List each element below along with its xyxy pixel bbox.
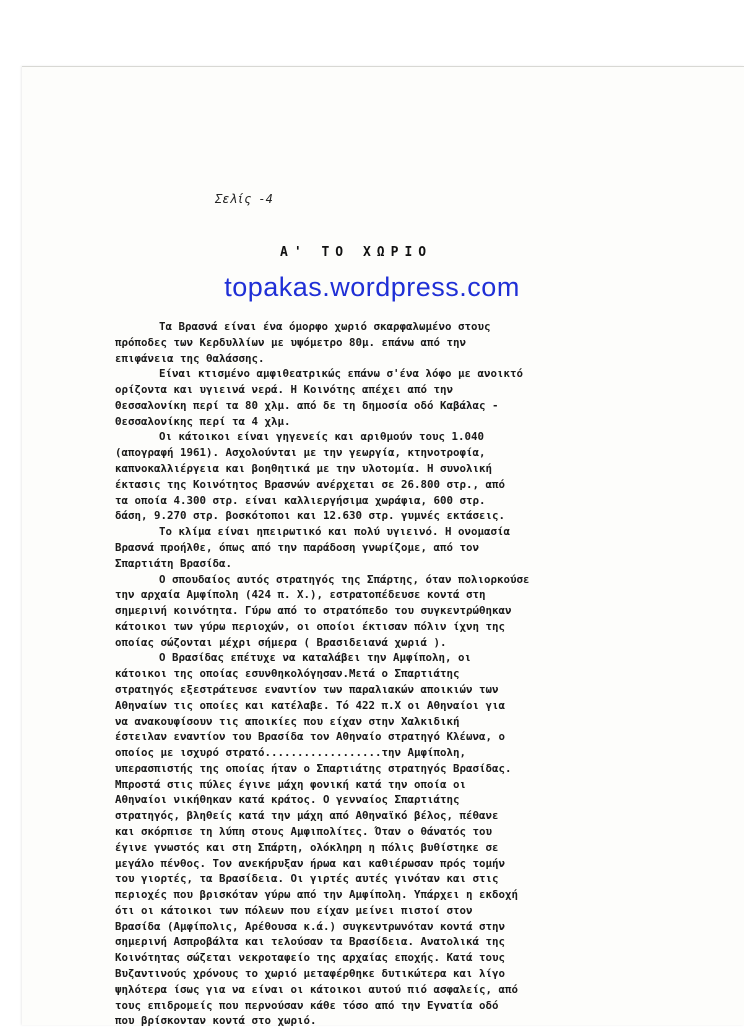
text-line: κάτοικοι της οποίας εσυνθηκολόγησαν.Μετά ο Σπαρτιάτης (115, 667, 460, 681)
text-line: καπνοκαλλιέργεια και βοηθητικά με την υλοτομία. Η συνολική (115, 462, 493, 476)
text-line: σημερινή Ασπροβάλτα και τελούσαν τα Βρασίδεια. Ανατολικά της (115, 935, 506, 949)
text-line: στρατηγός εξεστράτευσε εναντίον των παραλιακών αποικιών των (115, 682, 499, 696)
text-line: τα οποία 4.300 στρ. είναι καλλιεργήσιμα χωράφια, 600 στρ. (115, 493, 486, 507)
text-line: μεγάλο πένθος. Τον ανεκήρυξαν ήρωα και καθιέρωσαν πρός τομήν (115, 856, 506, 870)
text-line: Βυζαντινούς χρόνους το χωριό μεταφέρθηκε δυτικώτερα και λίγο (115, 967, 506, 981)
watermark-link-text: topakas.wordpress.com (224, 272, 520, 302)
text-line: Το κλίμα είναι ηπειρωτικό και πολύ υγιεινό. Η ονομασία (159, 525, 511, 539)
text-line: που βρίσκονταν κοντά στο χωριό. (115, 1014, 317, 1028)
text-line: κάτοικοι των γύρω περιοχών, οι οποίοι έκτισαν πόλιν ίχνη της (115, 619, 506, 633)
document-body (115, 319, 660, 1029)
text-line: ψηλότερα ίσως για να είναι οι κάτοικοι αυτού πιό ασφαλείς, από (115, 982, 519, 996)
text-line: υπερασπιστής της οποίας ήταν ο Σπαρτιάτης στρατηγός Βρασίδας. (115, 761, 512, 775)
page-number-label: Σελίς -4 (215, 192, 273, 206)
text-line: Αθηναίων τις οποίες και κατέλαβε. Τό 422 π.Χ οι Αθηναίοι για (115, 698, 506, 712)
text-line: έστειλαν εναντίον του Βρασίδα τον Αθηναίο στρατηγό Κλέωνα, ο (115, 730, 506, 744)
text-line: δάση, 9.270 στρ. βοσκότοποι και 12.630 στρ. γυμνές εκτάσεις. (115, 509, 506, 523)
text-line: ότι οι κάτοικοι των πόλεων που είχαν μείνει πιστοί στον (115, 903, 473, 917)
text-line: να ανακουφίσουν τις αποικίες που είχαν στην Χαλκιδική (115, 714, 460, 728)
text-line: Κοινότητας σώζεται νεκροταφείο της αρχαίας εποχής. Κατά τους (115, 951, 506, 965)
text-line: Οι κάτοικοι είναι γηγενείς και αριθμούν τους 1.040 (159, 430, 485, 444)
text-line: Είναι κτισμένο αμφιθεατρικώς επάνω σ'ένα λόφο με ανοικτό (159, 367, 524, 381)
text-line: Βρασνά προήλθε, όπως από την παράδοση γνωρίζομε, από τον (115, 540, 480, 554)
text-line: (απογραφή 1961). Ασχολούνται με την γεωργία, κτηνοτροφία, (115, 446, 486, 460)
text-line: Μπροστά στις πύλες έγινε μάχη φονική κατά την οποία οι (115, 777, 467, 791)
text-line: Αθηναίοι νικήθηκαν κατά κράτος. Ο γενναίος Σπαρτιάτης (115, 793, 460, 807)
text-line: σημερινή κοινότητα. Γύρω από το στρατόπεδο του συγκεντρώθηκαν (115, 604, 512, 618)
text-line: επιφάνεια της θαλάσσης. (115, 351, 265, 365)
text-line: Ο Βρασίδας επέτυχε να καταλάβει την Αμφίπολη, οι (159, 651, 472, 665)
text-line: ορίζοντα και υγιεινά νερά. Η Κοινότης απέχει από την (115, 383, 454, 397)
text-line: και σκόρπισε τη λύπη στους Αμφιπολίτες. Όταν ο θάνατός του (115, 825, 493, 838)
text-line: περιοχές που βρισκόταν γύρω από την Αμφίπολη. Υπάρχει η εκδοχή (115, 888, 519, 902)
text-line: Τα Βρασνά είναι ένα όμορφο χωριό σκαρφαλωμένο στους (159, 320, 491, 333)
text-line: Θεσσαλονίκης περί τα 4 χλμ. (115, 414, 291, 428)
text-line: πρόποδες των Κερδυλλίων με υψόμετρο 80μ. επάνω από την (115, 335, 467, 349)
text-line: έκτασις της Κοινότητος Βρασνών ανέρχεται σε 26.800 στρ., από (115, 477, 506, 491)
text-line: την αρχαία Αμφίπολη (424 π. Χ.), εστρατοπέδευσε κοντά στη (115, 588, 486, 602)
text-line: του γιορτές, τα Βρασίδεια. Οι γιρτές αυτές γινόταν και στις (115, 872, 499, 886)
text-line: τους επιδρομείς που περνούσαν κάθε τόσο από την Εγνατία οδό (115, 998, 499, 1012)
text-line: Θεσσαλονίκη περί τα 80 χλμ. από δε τη δημοσία οδό Καβάλας - (115, 398, 499, 412)
text-line: Βρασίδα (Αμφίπολις, Αρέθουσα κ.ά.) συγκεντρωνόταν κοντά στην (115, 919, 506, 933)
text-line: έγινε γνωστός και στη Σπάρτη, ολόκληρη η πόλις βυθίστηκε σε (115, 840, 499, 854)
text-line: στρατηγός, βληθείς κατά την μάχη από Αθηναϊκό βέλος, πέθανε (115, 809, 499, 823)
text-line: Σπαρτιάτη Βρασίδα. (115, 556, 233, 570)
text-line: οποίος με ισχυρό στρατό..................την Αμφίπολη, (115, 746, 467, 760)
text-line: Ο σπουδαίος αυτός στρατηγός της Σπάρτης, όταν πολιορκούσε (159, 572, 530, 586)
text-line: οποίας σώζονται μέχρι σήμερα ( Βρασιδειανά χωριά ). (115, 635, 447, 649)
chapter-title: Α' ΤΟ ΧΩΡΙΟ (280, 245, 433, 260)
